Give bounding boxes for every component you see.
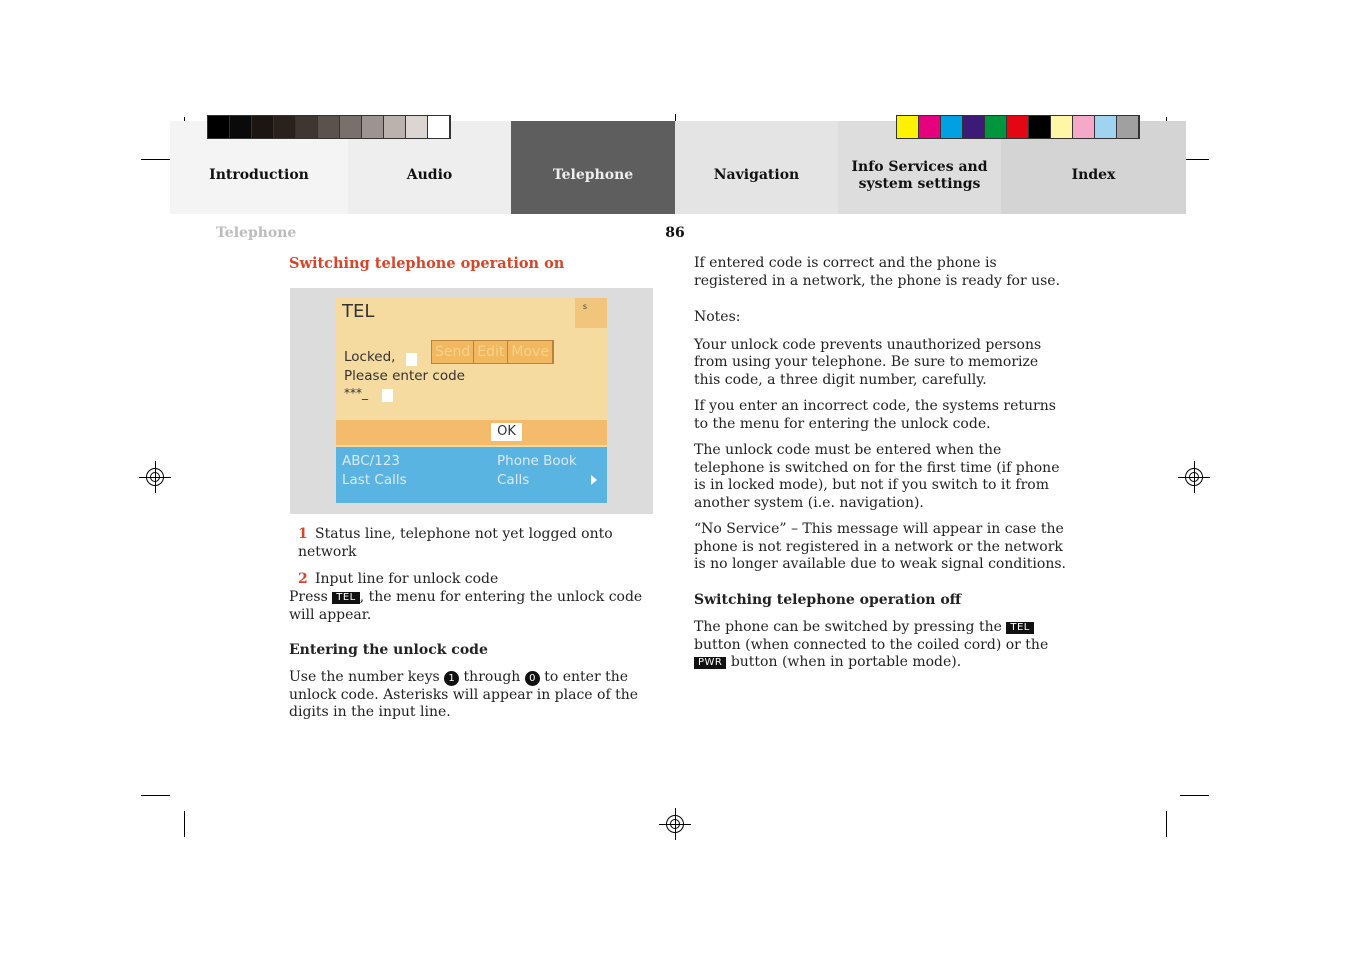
status-mark: s (582, 302, 587, 311)
color-swatch (1007, 116, 1029, 138)
registration-mark-icon (1185, 468, 1203, 486)
left-column (289, 255, 659, 273)
menu-band (336, 447, 607, 503)
pwr-key-icon: PWR (694, 657, 726, 669)
grayscale-color-strip (207, 115, 451, 139)
crop-mark (141, 159, 170, 160)
legend (298, 526, 668, 588)
code-input-line: ***_ (344, 386, 368, 400)
tel-key-icon: TEL (332, 592, 360, 604)
paragraph: The unlock code must be entered when the telephone is switched on for the first time (if phone is in locked mode), but not if you switch to it from another system (i.e. navigation). (694, 442, 1060, 511)
color-swatch (384, 116, 406, 138)
paragraph: If you enter an incorrect code, the systems returns to the menu for entering the unlock code. (694, 398, 1056, 432)
softkey-move[interactable]: Move (508, 341, 553, 363)
color-swatch (1029, 116, 1051, 138)
menu-last-calls[interactable]: Last Calls (342, 472, 407, 488)
softkey-edit[interactable]: Edit (474, 341, 508, 363)
tel-key-icon: TEL (1006, 622, 1034, 634)
color-swatch (897, 116, 919, 138)
color-swatch (985, 116, 1007, 138)
crop-mark (1166, 811, 1167, 837)
softkey-row (431, 340, 554, 364)
color-swatch (406, 116, 428, 138)
right-column (694, 255, 1066, 672)
page-number: 86 (665, 225, 685, 241)
color-swatch (252, 116, 274, 138)
color-swatch (919, 116, 941, 138)
registration-mark-icon (666, 815, 684, 833)
callout-marker-2 (382, 389, 393, 402)
telephone-screen-figure (290, 288, 653, 514)
screen-title: TEL (342, 301, 375, 322)
color-swatch (428, 116, 450, 138)
color-swatch (340, 116, 362, 138)
color-swatch (1051, 116, 1073, 138)
tab-index[interactable]: Index (1001, 121, 1186, 214)
ok-band (336, 420, 607, 445)
press-paragraph: Press TEL , the menu for entering the unlock code will appear. (289, 589, 643, 623)
color-swatch (1073, 116, 1095, 138)
key-1-icon: 1 (444, 671, 459, 686)
section-label: Telephone (216, 225, 297, 241)
tab-navigation[interactable]: Navigation (675, 121, 838, 214)
notes-label: Notes: (694, 309, 741, 325)
registration-mark-icon (146, 468, 164, 486)
legend-item: 2 Input line for unlock code (298, 570, 499, 587)
color-swatch (230, 116, 252, 138)
use-paragraph: Use the number keys 1 through 0 to enter the unlock code. Asterisks will appear in place of the digits in the input line. (289, 669, 639, 720)
tab-introduction[interactable]: Introduction (170, 121, 348, 214)
subheading-unlock: Entering the unlock code (289, 642, 488, 658)
softkey-send[interactable]: Send (432, 341, 474, 363)
section-heading: Switching telephone operation on (289, 255, 565, 272)
crop-mark (184, 811, 185, 837)
tab-info-services[interactable]: Info Services and system settings (838, 121, 1001, 214)
off-paragraph: The phone can be switched by pressing the TEL button (when connected to the coiled cord) or the PWR button (when in portable mode). (694, 619, 1049, 670)
paragraph: If entered code is correct and the phone is registered in a network, the phone is ready for use. (694, 255, 1061, 289)
color-swatch (274, 116, 296, 138)
paragraph: Your unlock code prevents unauthorized persons from using your telephone. Be sure to memorize this code, a three digit number, carefully. (694, 336, 1042, 388)
color-swatch (941, 116, 963, 138)
color-swatch (296, 116, 318, 138)
crop-mark (141, 795, 170, 796)
status-line: Locked, (344, 349, 396, 365)
color-swatch (1117, 116, 1139, 138)
subheading-off: Switching telephone operation off (694, 591, 962, 608)
color-swatch (208, 116, 230, 138)
color-swatch (318, 116, 340, 138)
color-swatch (362, 116, 384, 138)
menu-phone-book[interactable]: Phone Book (497, 453, 577, 469)
menu-abc[interactable]: ABC/123 (342, 453, 401, 469)
tab-telephone[interactable]: Telephone (511, 121, 675, 214)
menu-calls[interactable]: Calls (497, 472, 530, 488)
paragraph: “No Service” – This message will appear in case the phone is not registered in a network or the network is no longer available due to weak signal conditions. (694, 521, 1066, 572)
prompt-line: Please enter code (344, 368, 465, 384)
legend-item: 1 Status line, telephone not yet logged onto network (298, 526, 613, 560)
color-swatch (1095, 116, 1117, 138)
color-swatch (963, 116, 985, 138)
process-color-strip (896, 115, 1140, 139)
status-corner (575, 298, 607, 328)
arrow-right-icon (591, 475, 597, 485)
left-body (289, 589, 659, 722)
key-0-icon: 0 (525, 671, 540, 686)
crop-mark (1180, 795, 1209, 796)
display-screen (336, 298, 607, 503)
ok-button[interactable]: OK (491, 423, 522, 441)
callout-marker-1 (406, 353, 417, 366)
tab-audio[interactable]: Audio (348, 121, 511, 214)
